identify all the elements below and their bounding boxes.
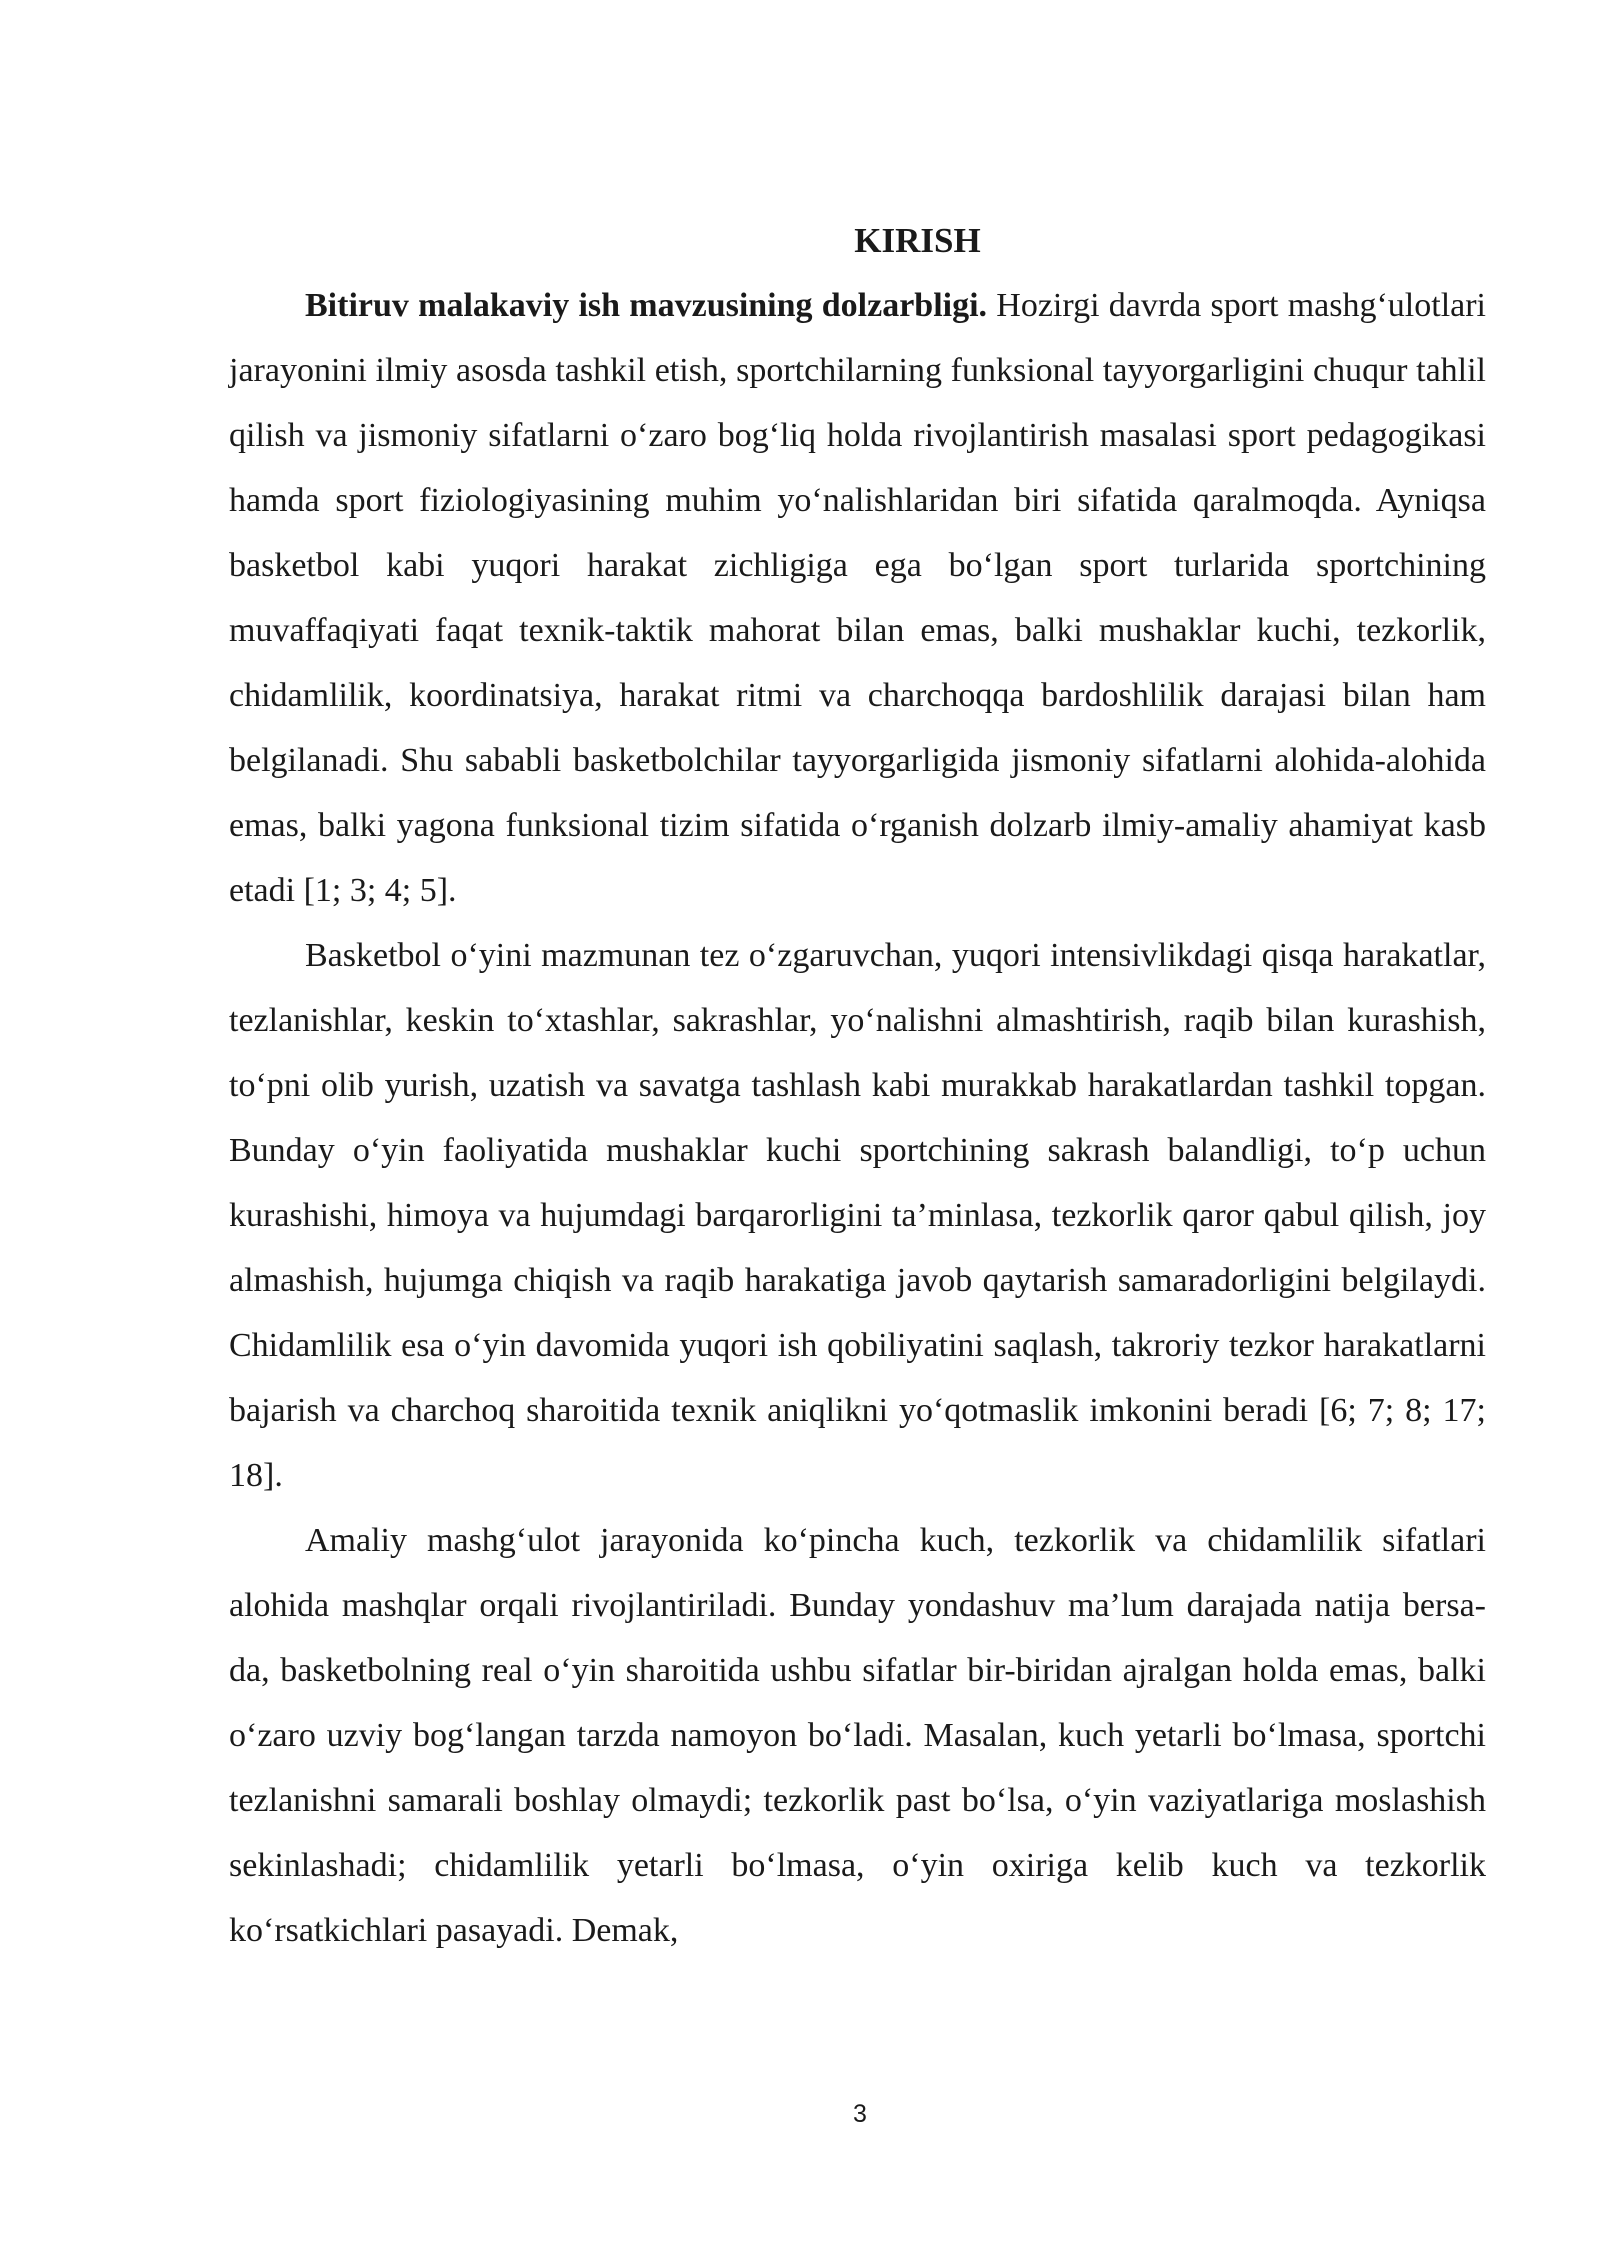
page-content: [229, 208, 1486, 1963]
paragraph-practical-training: Amaliy mashg‘ulot jarayonida ko‘pincha kuch, tezkorlik va chidamlilik sifatlari alohida mashqlar orqali rivojlantiriladi. Bunday yondashuv ma’lum darajada natija bersa-da, basketbolning real o‘yin sharoitida ushbu sifatlar bir-biridan ajralgan holda emas, balki o‘zaro uzviy bog‘langan tarzda namoyon bo‘ladi. Masalan, kuch yetarli bo‘lmasa, sportchi tezlanishni samarali boshlay olmaydi; tezkorlik past bo‘lsa, o‘yin vaziyatlariga moslashish sekinlashadi; chidamlilik yetarli bo‘lmasa, o‘yin oxiriga kelib kuch va tezkorlik ko‘rsatkichlari pasayadi. Demak,: [229, 1522, 1486, 1949]
paragraph-basketball-game: Basketbol o‘yini mazmunan tez o‘zgaruvchan, yuqori intensivlikdagi qisqa harakatlar, tezlanishlar, keskin to‘xtashlar, sakrashlar, yo‘nalishni almashtirish, raqib bilan kurashish, to‘pni olib yurish, uzatish va savatga tashlash kabi murakkab harakatlardan tashkil topgan. Bunday o‘yin faoliyatida mushaklar kuchi sportchining sakrash balandligi, to‘p uchun kurashishi, himoya va hujumdagi barqarorligini ta’minlasa, tezkorlik qaror qabul qilish, joy almashish, hujumga chiqish va raqib harakatiga javob qaytarish samaradorligini belgilaydi. Chidamlilik esa o‘yin davomida yuqori ish qobiliyatini saqlash, takroriy tezkor harakatlarni bajarish va charchoq sharoitida texnik aniqlikni yo‘qotmaslik imkonini beradi [6; 7; 8; 17; 18].: [229, 937, 1486, 1494]
page-title: KIRISH: [854, 221, 981, 260]
paragraph-lead-heading: Bitiruv malakaviy ish mavzusining dolzarbligi.: [305, 287, 988, 324]
paragraph-body: Hozirgi davrda sport mashg‘ulotlari jarayonini ilmiy asosda tashkil etish, sportchilarning funksional tayyorgarligini chuqur tahlil qilish va jismoniy sifatlarni o‘zaro bog‘liq holda rivojlantirish masalasi sport pedagogikasi hamda sport fiziologiyasining muhim yo‘nalishlaridan biri sifatida qaralmoqda. Ayniqsa basketbol kabi yuqori harakat zichligiga ega bo‘lgan sport turlarida sportchining muvaffaqiyati faqat texnik-taktik mahorat bilan emas, balki mushaklar kuchi, tezkorlik, chidamlilik, koordinatsiya, harakat ritmi va charchoqqa bardoshlilik darajasi bilan ham belgilanadi. Shu sababli basketbolchilar tayyorgarligida jismoniy sifatlarni alohida-alohida emas, balki yagona funksional tizim sifatida o‘rganish dolzarb ilmiy-amaliy ahamiyat kasb etadi [1; 3; 4; 5].: [229, 287, 1486, 909]
paragraph-relevance: [229, 273, 1486, 923]
page-number: 3: [853, 2100, 867, 2128]
